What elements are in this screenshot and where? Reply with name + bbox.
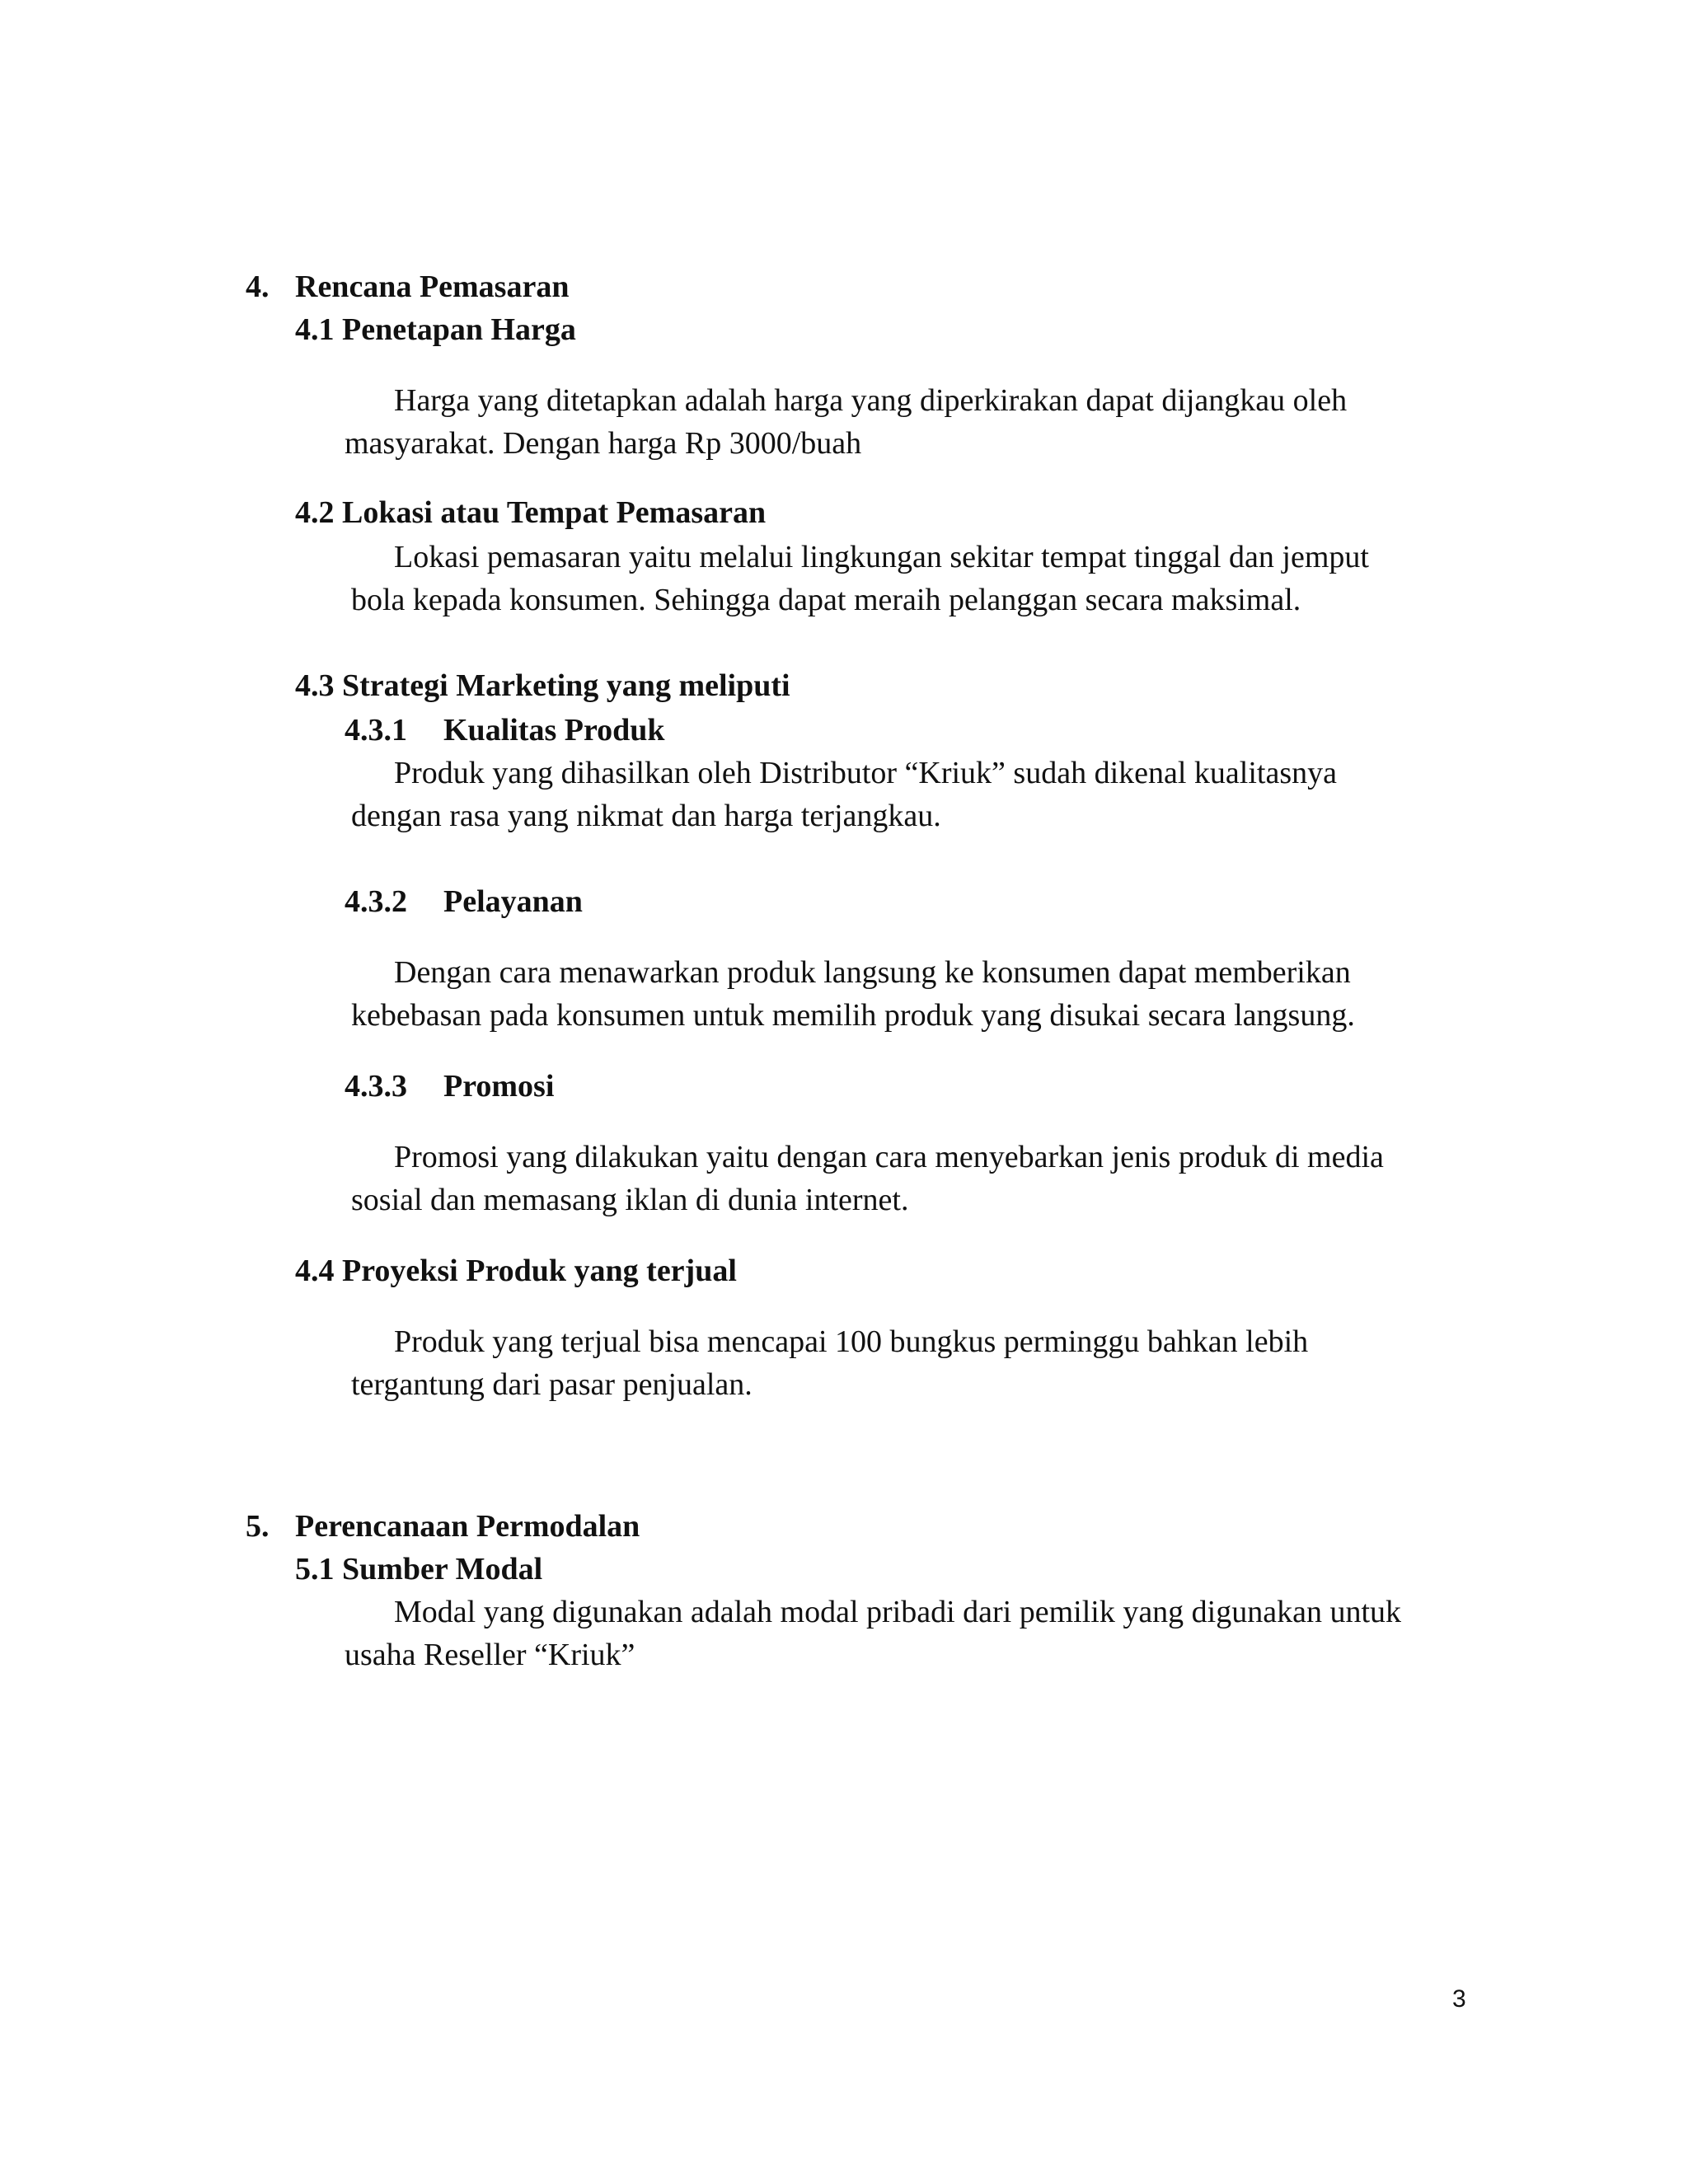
section-5-number: 5. <box>246 1509 270 1544</box>
section-5-heading <box>246 1505 640 1548</box>
section-4-heading <box>246 265 569 308</box>
subsection-4-1-heading: 4.1 Penetapan Harga <box>295 312 576 347</box>
paragraph-5-1-line-1: Modal yang digunakan adalah modal pribadi dari pemilik yang digunakan untuk <box>394 1595 1402 1629</box>
paragraph-4-2-line-2: bola kepada konsumen. Sehingga dapat meraih pelanggan secara maksimal. <box>351 583 1301 617</box>
paragraph-5-1-line-2: usaha Reseller “Kriuk” <box>345 1638 635 1672</box>
page-number: 3 <box>1452 1985 1466 2013</box>
paragraph-4-1-line-1: Harga yang ditetapkan adalah harga yang diperkirakan dapat dijangkau oleh <box>394 383 1348 418</box>
subsection-4-3-2-title: Pelayanan <box>443 884 583 919</box>
section-4-title: Rencana Pemasaran <box>295 269 570 304</box>
subsection-4-3-1-title: Kualitas Produk <box>443 713 665 748</box>
subsection-5-1-heading: 5.1 Sumber Modal <box>295 1552 543 1586</box>
subsection-4-3-heading: 4.3 Strategi Marketing yang meliputi <box>295 668 790 703</box>
paragraph-4-3-3-line-1: Promosi yang dilakukan yaitu dengan cara menyebarkan jenis produk di media <box>394 1140 1384 1174</box>
subsection-4-3-2-heading <box>345 880 583 923</box>
paragraph-4-4-line-2: tergantung dari pasar penjualan. <box>351 1367 753 1402</box>
paragraph-4-3-1-line-1: Produk yang dihasilkan oleh Distributor “Kriuk” sudah dikenal kualitasnya <box>394 756 1337 790</box>
subsection-4-3-3-number: 4.3.3 <box>345 1069 407 1104</box>
subsection-4-3-2-number: 4.3.2 <box>345 884 407 919</box>
paragraph-4-3-2-line-1: Dengan cara menawarkan produk langsung ke konsumen dapat memberikan <box>394 955 1351 990</box>
paragraph-4-3-1-line-2: dengan rasa yang nikmat dan harga terjangkau. <box>351 799 941 833</box>
subsection-4-3-1-heading <box>345 709 665 752</box>
paragraph-4-1-line-2: masyarakat. Dengan harga Rp 3000/buah <box>345 426 862 461</box>
subsection-4-3-3-title: Promosi <box>443 1069 555 1104</box>
paragraph-4-3-2-line-2: kebebasan pada konsumen untuk memilih produk yang disukai secara langsung. <box>351 998 1355 1033</box>
section-5-title: Perencanaan Permodalan <box>295 1509 640 1544</box>
subsection-4-3-1-number: 4.3.1 <box>345 713 407 748</box>
paragraph-4-3-3-line-2: sosial dan memasang iklan di dunia internet. <box>351 1183 909 1217</box>
paragraph-4-4-line-1: Produk yang terjual bisa mencapai 100 bungkus perminggu bahkan lebih <box>394 1324 1309 1359</box>
paragraph-4-2-line-1: Lokasi pemasaran yaitu melalui lingkungan sekitar tempat tinggal dan jemput <box>394 540 1369 574</box>
subsection-4-3-3-heading <box>345 1065 554 1108</box>
section-4-number: 4. <box>246 269 270 304</box>
subsection-4-2-heading: 4.2 Lokasi atau Tempat Pemasaran <box>295 495 767 530</box>
subsection-4-4-heading: 4.4 Proyeksi Produk yang terjual <box>295 1254 737 1288</box>
